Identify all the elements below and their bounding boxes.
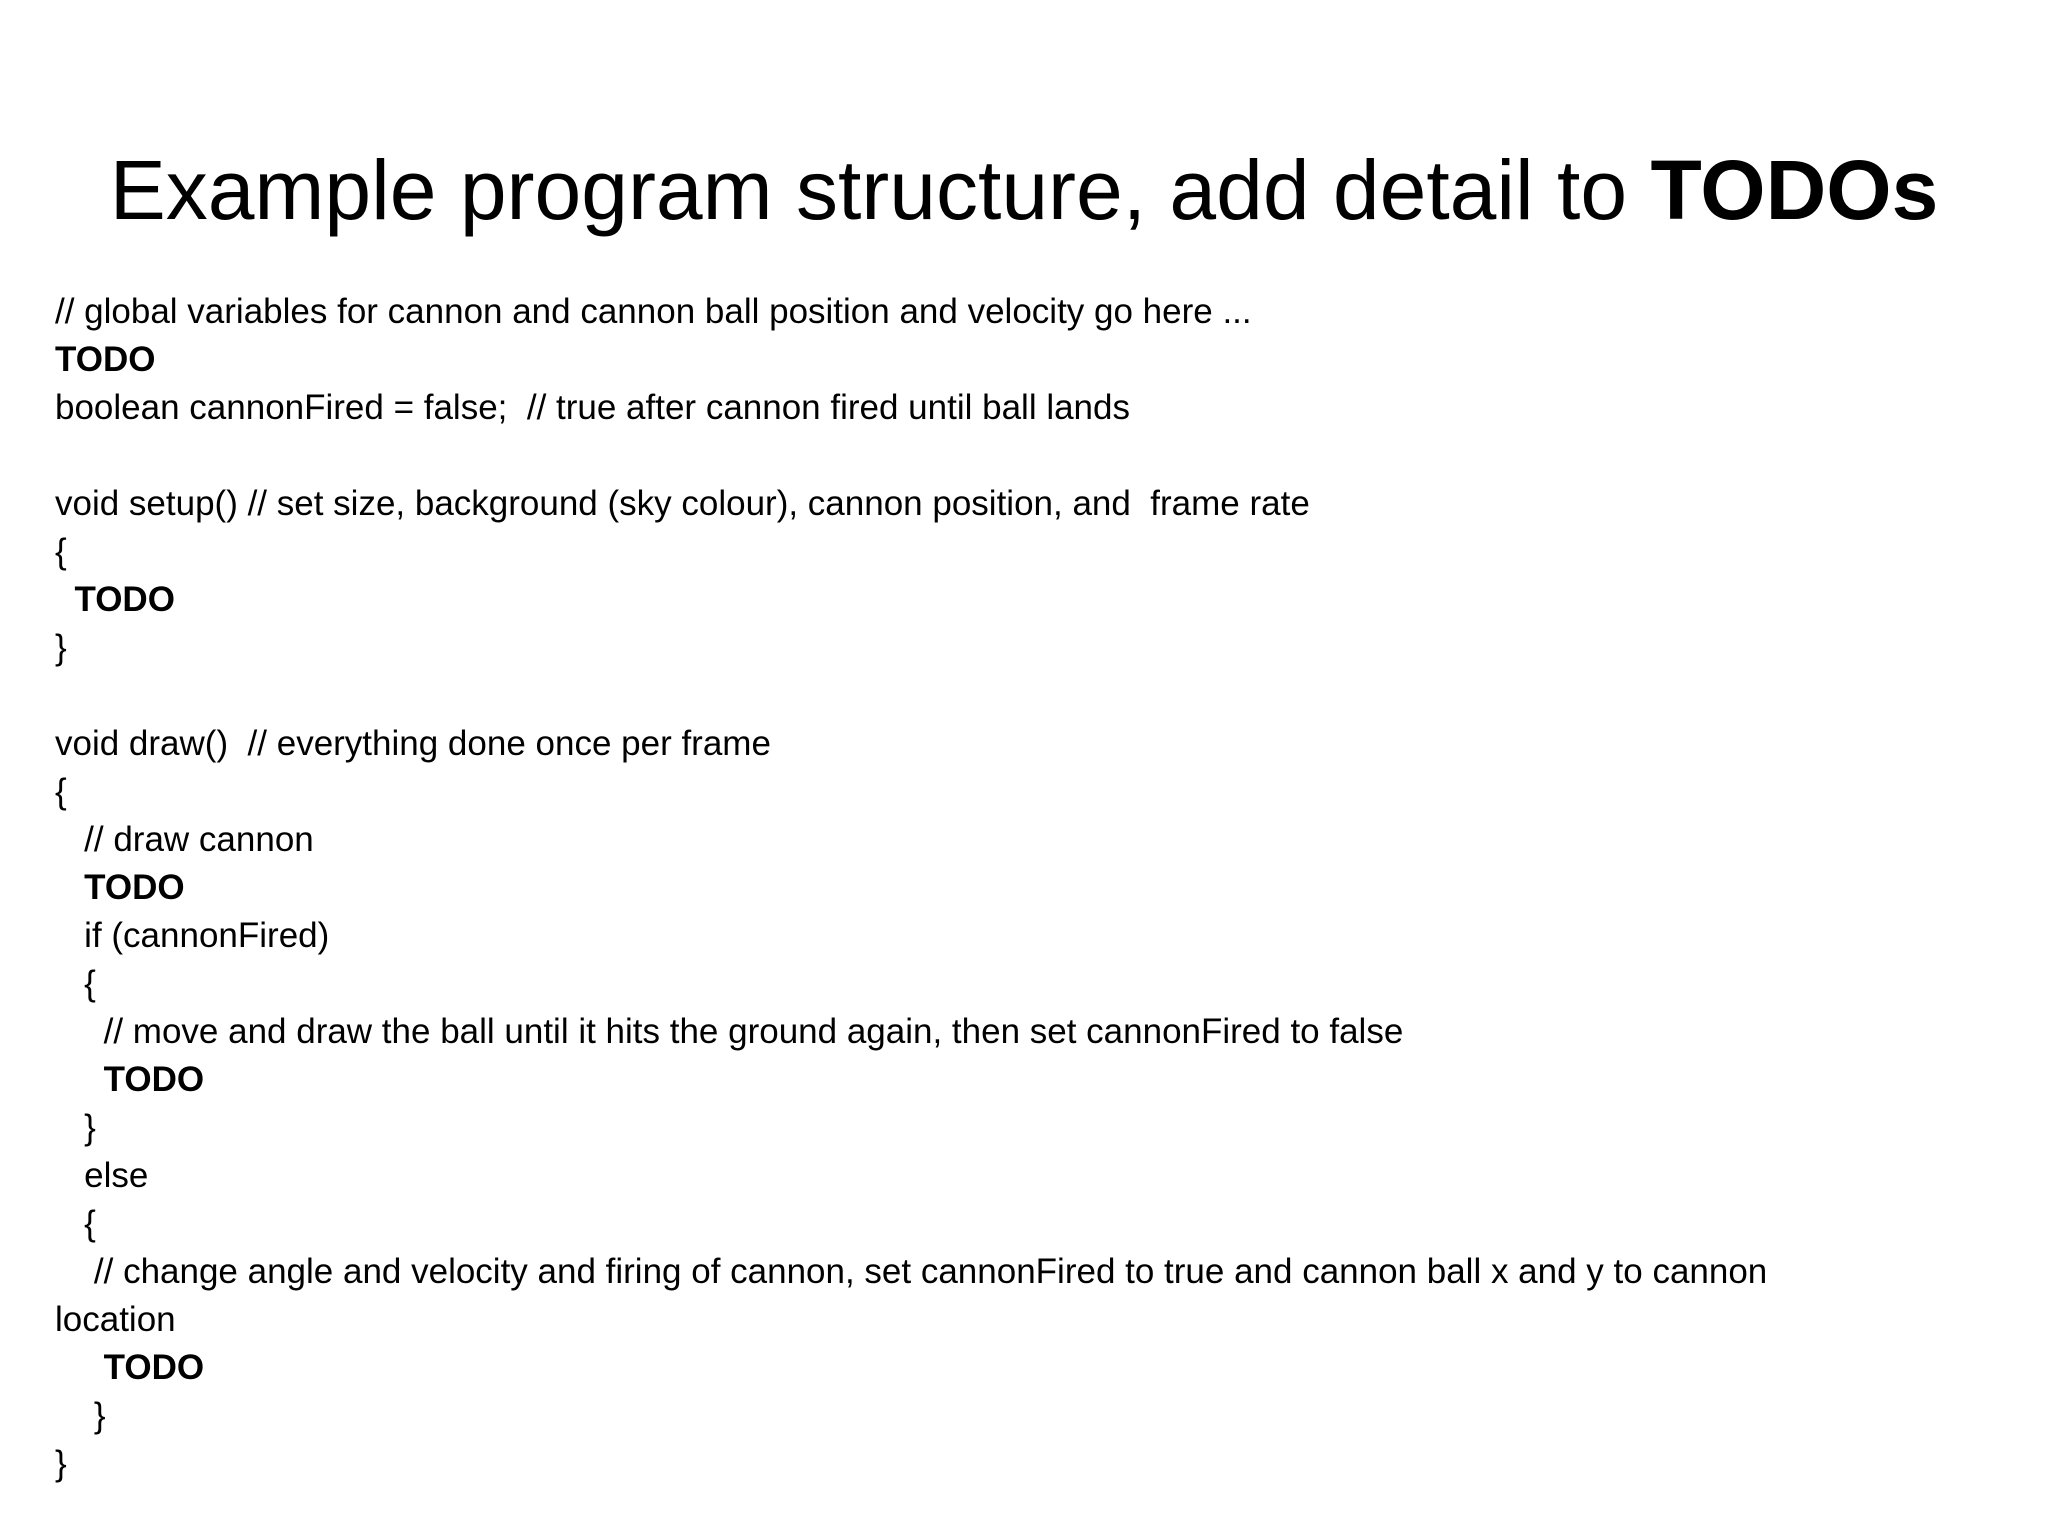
code-line: } — [55, 1444, 67, 1483]
code-line: else — [55, 1156, 149, 1195]
title-emphasis: TODOs — [1650, 143, 1939, 237]
code-line: // change angle and velocity and firing of cannon, set cannonFired to true and cannon ball x and y to cannon — [55, 1252, 1768, 1291]
todo-line: TODO — [55, 340, 156, 379]
code-line: // move and draw the ball until it hits the ground again, then set cannonFired to false — [55, 1012, 1404, 1051]
todo-line: TODO — [55, 1348, 205, 1387]
code-line: boolean cannonFired = false; // true after cannon fired until ball lands — [55, 388, 1130, 427]
code-line: void draw() // everything done once per frame — [55, 724, 771, 763]
code-line: } — [55, 628, 67, 667]
code-line: location — [55, 1300, 176, 1339]
code-line: if (cannonFired) — [55, 916, 330, 955]
code-line: } — [55, 1108, 96, 1147]
code-line: { — [55, 532, 67, 571]
code-line: } — [55, 1396, 106, 1435]
todo-line: TODO — [55, 1060, 205, 1099]
code-line: void setup() // set size, background (sky colour), cannon position, and frame rate — [55, 484, 1310, 523]
code-line: { — [55, 772, 67, 811]
code-line: // global variables for cannon and cannon ball position and velocity go here ... — [55, 292, 1252, 331]
code-line: { — [55, 964, 96, 1003]
todo-line: TODO — [55, 580, 175, 619]
code-line: // draw cannon — [55, 820, 314, 859]
todo-line: TODO — [55, 868, 185, 907]
code-line: { — [55, 1204, 96, 1243]
slide-title — [0, 140, 2048, 240]
title-text: Example program structure, add detail to — [109, 143, 1651, 237]
